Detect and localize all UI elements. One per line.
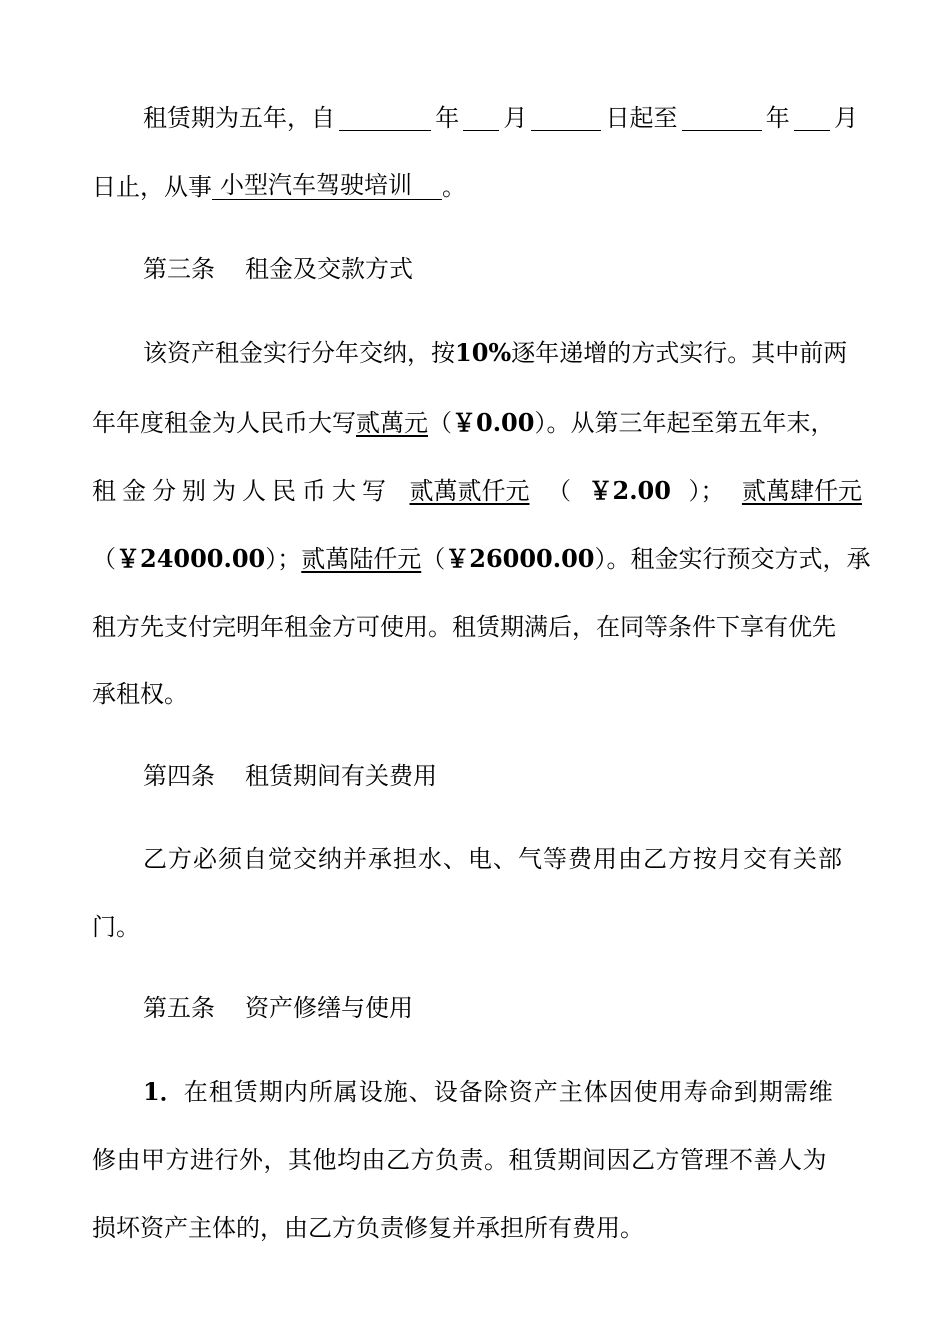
text-segment: 。 — [442, 173, 466, 201]
text-segment: 月 — [503, 104, 528, 132]
text-segment: 该资产租金实行分年交纳，按 — [143, 339, 455, 367]
item-number: 1． — [143, 1077, 184, 1106]
rent-amount-figures-4: ￥26000.00 — [445, 544, 595, 573]
article-3-heading — [143, 249, 950, 289]
blank-end-year — [682, 98, 762, 131]
repair-line-3 — [92, 1208, 950, 1248]
article-number: 第五条 — [143, 994, 215, 1022]
text-segment: （ — [547, 477, 571, 505]
text-segment: 年 — [765, 104, 790, 132]
rent-amount-words-2: 贰萬贰仟元 — [409, 477, 530, 505]
text-segment: ）。从第三年起至第五年末， — [534, 409, 835, 437]
text-segment: ）。租金实行预交方式，承 — [594, 545, 871, 573]
rent-amount-words-1: 贰萬元 — [356, 409, 428, 437]
rent-amount-words-4: 贰萬陆仟元 — [301, 545, 422, 573]
article-5-heading — [143, 988, 950, 1028]
repair-line-1 — [143, 1072, 950, 1112]
business-scope-value: 小型汽车驾驶培训 — [220, 171, 412, 199]
repair-line-2 — [92, 1140, 950, 1180]
article-4-heading — [143, 756, 950, 796]
text-segment: ）； — [688, 477, 725, 505]
text-segment: 日止，从事 — [92, 173, 212, 201]
text-segment: （ — [421, 545, 446, 573]
fees-line-1 — [143, 839, 950, 879]
text-segment: ）； — [265, 545, 302, 573]
rent-line-6 — [92, 674, 950, 714]
text-segment: 门。 — [92, 913, 140, 941]
rent-line-4 — [92, 539, 950, 579]
text-segment: 年 — [435, 104, 460, 132]
text-segment: 租方先支付完明年租金方可使用。租赁期满后，在同等条件下享有优先 — [92, 613, 836, 641]
text-segment: （ — [428, 409, 452, 437]
article-number: 第三条 — [143, 255, 215, 283]
blank-start-month — [463, 98, 499, 131]
rent-line-3 — [92, 471, 862, 511]
blank-start-day — [531, 98, 601, 131]
text-segment: （ — [92, 545, 116, 573]
text-segment: 租赁期为五年，自 — [143, 104, 335, 132]
rent-amount-figures-3: ￥24000.00 — [116, 544, 266, 573]
rent-amount-figures-1: ￥0.00 — [452, 408, 535, 437]
text-segment: 逐年递增的方式实行。其中前两 — [511, 339, 848, 367]
blank-end-month — [794, 98, 830, 131]
rent-line-2 — [92, 403, 950, 443]
article-title: 租赁期间有关费用 — [245, 762, 437, 790]
text-segment: 租金分别为人民币大写 — [92, 477, 392, 505]
rent-amount-figures-2: ￥2.00 — [588, 476, 671, 505]
text-segment: 乙方必须自觉交纳并承担水、电、气等费用由乙方按月交有关部 — [143, 845, 843, 873]
article-number: 第四条 — [143, 762, 215, 790]
text-segment: 日起至 — [605, 104, 678, 132]
rent-line-1 — [143, 333, 950, 373]
article-title: 资产修缮与使用 — [245, 994, 413, 1022]
article-title: 租金及交款方式 — [245, 255, 413, 283]
text-segment: 月 — [833, 104, 858, 132]
text-segment: 损坏资产主体的，由乙方负责修复并承担所有费用。 — [92, 1214, 644, 1242]
text-segment: 年年度租金为人民币大写 — [92, 409, 356, 437]
rent-line-5 — [92, 607, 950, 647]
fees-line-2 — [92, 907, 950, 947]
text-segment: 承租权。 — [92, 680, 188, 708]
lease-term-line-1 — [143, 98, 858, 138]
business-scope-field — [212, 167, 442, 200]
lease-term-line-2 — [92, 167, 950, 207]
blank-start-year — [339, 98, 431, 131]
text-segment: 修由甲方进行外，其他均由乙方负责。租赁期间因乙方管理不善人为 — [92, 1146, 827, 1174]
rent-amount-words-3: 贰萬肆仟元 — [741, 477, 862, 505]
text-segment: 在租赁期内所属设施、设备除资产主体因使用寿命到期需维 — [183, 1078, 834, 1106]
increase-rate: 10% — [455, 338, 512, 367]
